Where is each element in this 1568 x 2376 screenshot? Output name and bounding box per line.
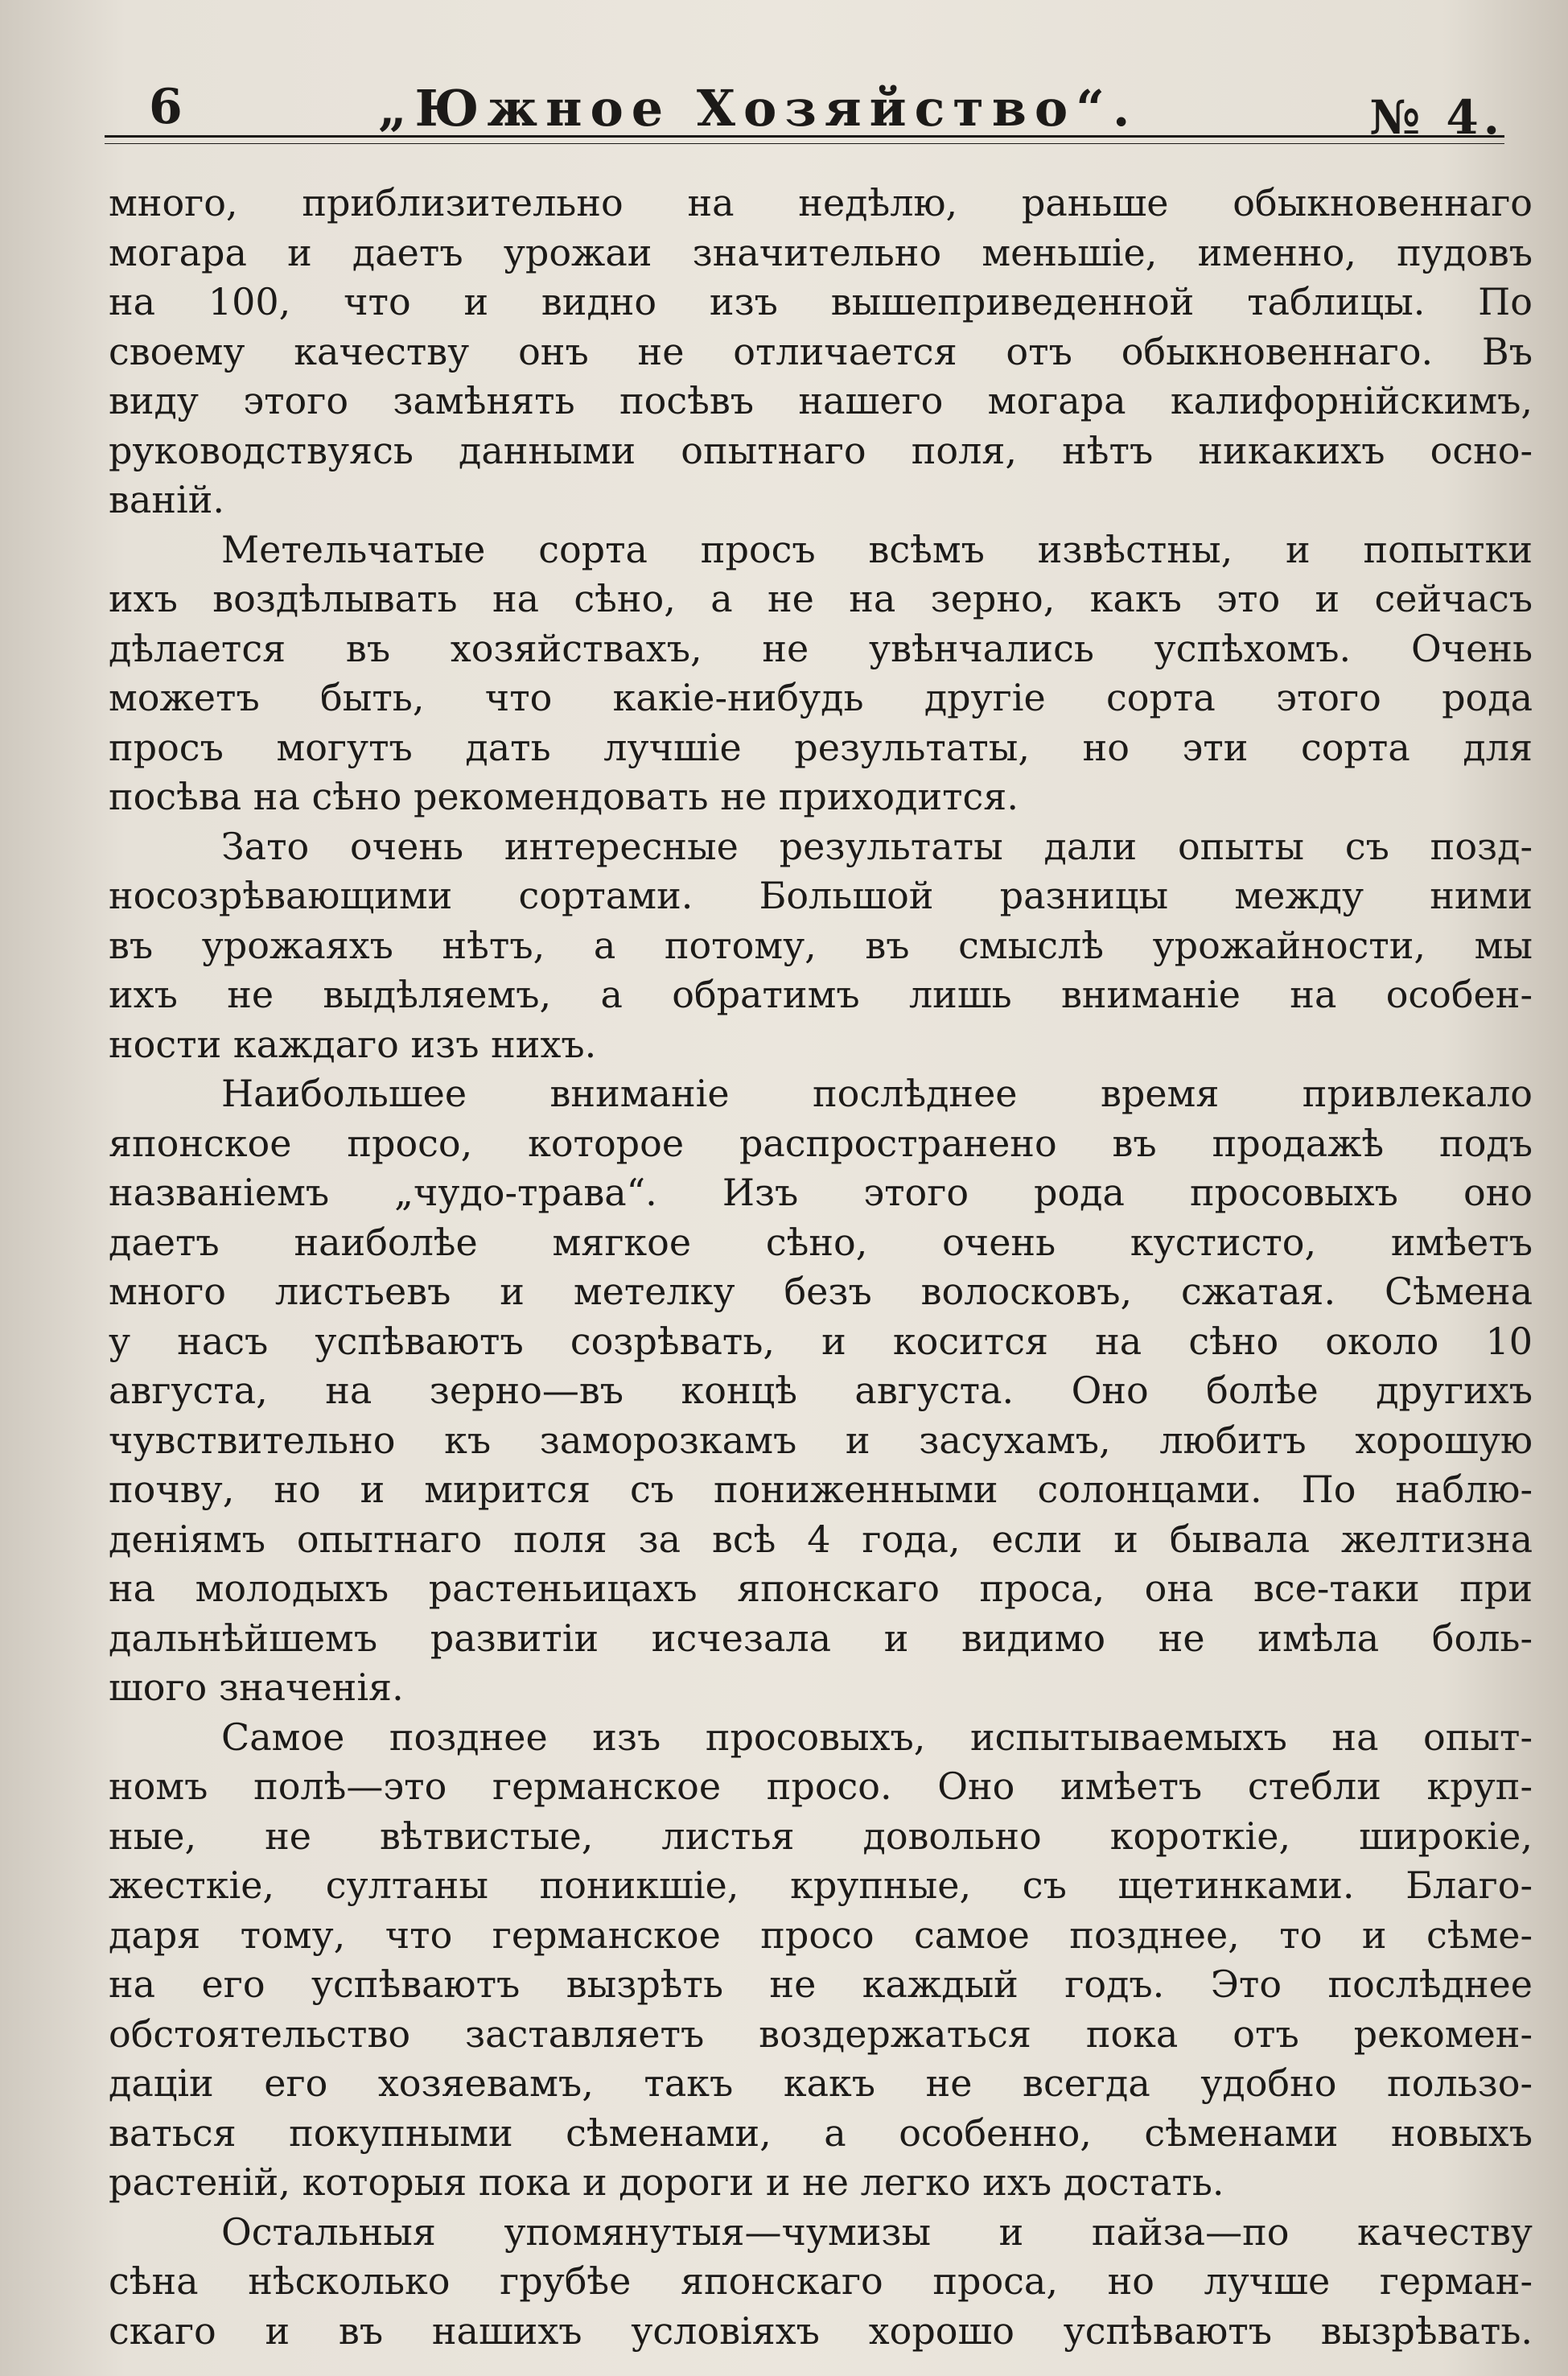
text-line: на 100, что и видно изъ вышеприведенной таблицы. По xyxy=(109,280,1533,323)
text-line: августа, на зерно—въ концѣ августа. Оно болѣе другихъ xyxy=(109,1369,1533,1412)
text-line: ные, не вѣтвистые, листья довольно короткіе, широкіе, xyxy=(109,1814,1533,1858)
issue-number: № 4. xyxy=(1369,90,1504,145)
text-line: много, приблизительно на недѣлю, раньше обыкновеннаго xyxy=(109,181,1533,224)
text-line: ности каждаго изъ нихъ. xyxy=(109,1022,597,1066)
page-number: 6 xyxy=(149,79,183,135)
header-rule xyxy=(105,135,1504,138)
text-line: могара и даетъ урожаи значительно меньшіе, именно, пудовъ xyxy=(109,230,1533,274)
text-line: на его успѣваютъ вызрѣть не каждый годъ. Это послѣднее xyxy=(109,1962,1533,2006)
text-line: даря тому, что германское просо самое позднее, то и сѣме- xyxy=(109,1913,1533,1957)
text-line: Метельчатые сорта просъ всѣмъ извѣстны, и попытки xyxy=(221,527,1533,571)
text-line: ихъ не выдѣляемъ, а обратимъ лишь вниманіе на особен- xyxy=(109,973,1533,1016)
text-line: японское просо, которое распространено въ продажѣ подъ xyxy=(109,1121,1533,1165)
text-line: Зато очень интересные результаты дали опыты съ позд- xyxy=(221,824,1533,868)
text-line: ваться покупными сѣменами, а особенно, сѣменами новыхъ xyxy=(109,2110,1533,2155)
text-line: у насъ успѣваютъ созрѣвать, и косится на сѣно около 10 xyxy=(109,1319,1533,1363)
text-line: дальнѣйшемъ развитіи исчезала и видимо не имѣла боль- xyxy=(109,1616,1533,1660)
text-line: носозрѣвающими сортами. Большой разницы между ними xyxy=(109,874,1533,917)
article-body xyxy=(109,179,1533,2356)
text-line: чувствительно къ заморозкамъ и засухамъ, любитъ хорошую xyxy=(109,1418,1533,1462)
running-title: „Южное Хозяйство“. xyxy=(378,79,1138,138)
text-line: сѣна нѣсколько грубѣе японскаго проса, но лучше герман- xyxy=(109,2259,1533,2303)
text-line: ваній. xyxy=(109,478,224,521)
text-line: дѣлается въ хозяйствахъ, не увѣнчались успѣхомъ. Очень xyxy=(109,626,1533,670)
text-line: даетъ наиболѣе мягкое сѣно, очень кустисто, имѣетъ xyxy=(109,1220,1533,1264)
paragraph-6 xyxy=(109,2208,1533,2357)
text-line: деніямъ опытнаго поля за всѣ 4 года, если и бывала желтизна xyxy=(109,1517,1533,1561)
text-line: скаго и въ нашихъ условіяхъ хорошо успѣваютъ вызрѣвать. xyxy=(109,2308,1533,2353)
paragraph-2 xyxy=(109,525,1533,822)
text-line: растеній, которыя пока и дороги и не легко ихъ достать. xyxy=(109,2160,1224,2204)
text-line: Самое позднее изъ просовыхъ, испытываемыхъ на опыт- xyxy=(221,1715,1533,1759)
text-line: Наибольшее вниманіе послѣднее время привлекало xyxy=(221,1072,1533,1115)
text-line: ихъ воздѣлывать на сѣно, а не на зерно, какъ это и сейчасъ xyxy=(109,577,1533,620)
text-line: виду этого замѣнять посѣвъ нашего могара калифорнійскимъ, xyxy=(109,379,1533,422)
text-line: номъ полѣ—это германское просо. Оно имѣетъ стебли круп- xyxy=(109,1764,1533,1808)
text-line: просъ могутъ дать лучшіе результаты, но эти сорта для xyxy=(109,725,1533,769)
paragraph-4 xyxy=(109,1069,1533,1713)
text-line: много листьевъ и метелку безъ волосковъ, сжатая. Сѣмена xyxy=(109,1270,1533,1313)
text-line: посѣва на сѣно рекомендовать не приходится. xyxy=(109,775,1019,818)
text-line: на молодыхъ растеньицахъ японскаго проса, она все-таки при xyxy=(109,1567,1533,1610)
text-line: шого значенія. xyxy=(109,1666,404,1709)
text-line: въ урожаяхъ нѣтъ, а потому, въ смыслѣ урожайности, мы xyxy=(109,923,1533,967)
paragraph-1 xyxy=(109,179,1533,525)
text-line: даціи его хозяевамъ, такъ какъ не всегда удобно пользо- xyxy=(109,2061,1533,2105)
text-line: Остальныя упомянутыя—чумизы и пайза—по качеству xyxy=(221,2209,1533,2254)
text-line: руководствуясь данными опытнаго поля, нѣтъ никакихъ осно- xyxy=(109,428,1533,472)
paragraph-5 xyxy=(109,1713,1533,2208)
text-line: жесткіе, султаны поникшіе, крупные, съ щетинками. Благо- xyxy=(109,1863,1533,1907)
header-rule-thin xyxy=(105,143,1504,144)
page-header xyxy=(105,63,1504,143)
text-line: обстоятельство заставляетъ воздержаться пока отъ рекомен- xyxy=(109,2012,1533,2056)
text-line: почву, но и мирится съ пониженными солонцами. По наблю- xyxy=(109,1468,1533,1511)
paragraph-3 xyxy=(109,822,1533,1070)
text-line: своему качеству онъ не отличается отъ обыкновеннаго. Въ xyxy=(109,329,1533,373)
text-line: можетъ быть, что какіе-нибудь другіе сорта этого рода xyxy=(109,676,1533,719)
text-line: названіемъ „чудо-трава“. Изъ этого рода просовыхъ оно xyxy=(109,1171,1533,1214)
